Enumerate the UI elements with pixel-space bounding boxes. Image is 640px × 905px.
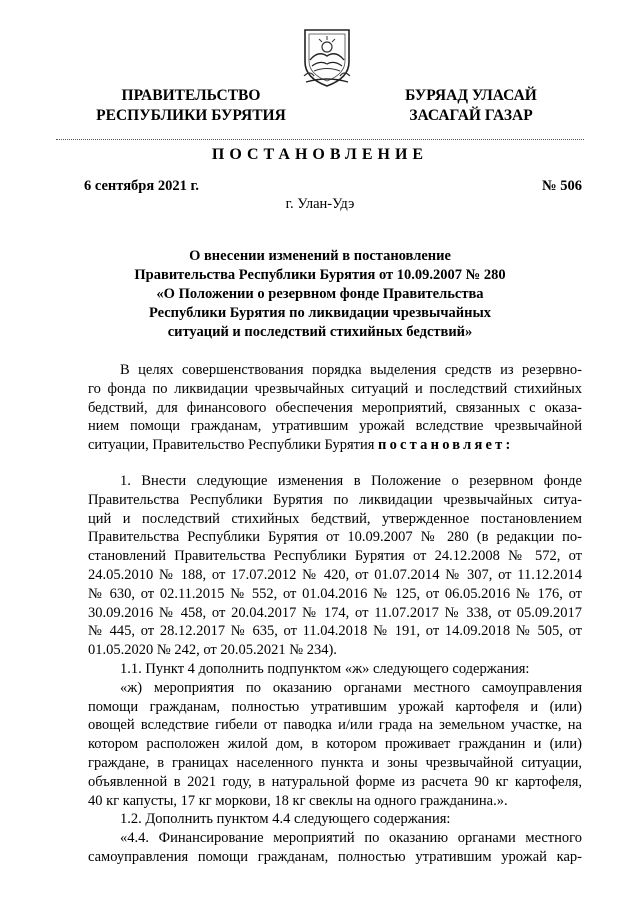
text-line: 40 кг капусты, 17 кг моркови, 18 кг свеклы на одного гражданина.». — [88, 792, 508, 809]
text-line: самоуправления помощи гражданам, полностью утратившим урожай кар- — [88, 848, 582, 865]
document-number: № 506 — [542, 178, 582, 194]
header-right-line-2: ЗАСАГАЙ ГАЗАР — [409, 107, 533, 124]
text-line: 30.09.2016 № 458, от 20.04.2017 № 174, от 11.07.2017 № 338, от 05.09.2017 — [88, 604, 582, 621]
header-right-line-1: БУРЯАД УЛАСАЙ — [405, 87, 537, 104]
document-date: 6 сентября 2021 г. — [84, 178, 200, 194]
title-line: Республики Бурятия по ликвидации чрезвычайных — [148, 305, 492, 321]
title-line: Правительства Республики Бурятия от 10.09.2007 № 280 — [134, 267, 506, 283]
text-line: становлений Правительства Республики Бурятия от 24.12.2008 № 572, от — [88, 548, 582, 565]
text-line: помощи гражданам, полностью утратившим урожай картофеля и (или) — [88, 698, 582, 715]
text-line: № 445, от 28.12.2017 № 635, от 11.04.2018 № 191, от 14.09.2018 № 505, от — [88, 623, 582, 640]
header-left-line-1: ПРАВИТЕЛЬСТВО — [121, 87, 261, 104]
text-line: ций и последствий стихийных бедствий, утвержденное постановлением — [88, 510, 582, 527]
coat-of-arms-emblem — [302, 26, 352, 88]
text-line: бедствий, для финансового обеспечения мероприятий, связанных с оказа- — [88, 399, 582, 416]
text-line — [88, 436, 582, 455]
header-left-line-2: РЕСПУБЛИКИ БУРЯТИЯ — [96, 107, 286, 124]
preamble-paragraph — [88, 361, 582, 455]
text-line: граждане, в границах населенного пункта и зоны чрезвычайной ситуации, — [88, 754, 582, 771]
document-type: ПОСТАНОВЛЕНИЕ — [211, 146, 429, 163]
text-line: объявленной в 2021 году, в натуральной форме из расчета 90 кг картофеля, — [88, 773, 582, 790]
item-1-2: 1.2. Дополнить пунктом 4.4 следующего содержания: — [120, 811, 451, 828]
item-1-1: 1.1. Пункт 4 дополнить подпунктом «ж» следующего содержания: — [120, 660, 530, 677]
text-line: В целях совершенствования порядка выделения средств из резервно- — [120, 362, 582, 378]
preamble-last-line: ситуации, Правительство Республики Бурятия — [88, 437, 379, 454]
document-title — [110, 247, 530, 342]
text-line: нием помощи гражданам, утратившим урожай вследствие чрезвычайной — [88, 418, 582, 435]
quote-zh-paragraph — [88, 679, 582, 811]
title-line: ситуаций и последствий стихийных бедствий» — [167, 324, 473, 340]
header-divider — [56, 139, 584, 140]
text-line: овощей вследствие гибели от паводка и/или града на земельном участке, на — [88, 717, 582, 734]
text-line: «4.4. Финансирование мероприятий по оказанию органами местного — [120, 830, 582, 847]
title-line: «О Положении о резервном фонде Правительства — [156, 286, 484, 302]
item-1-paragraph — [88, 472, 582, 660]
text-line: 1. Внести следующие изменения в Положение о резервном фонде — [120, 472, 582, 489]
text-line: 24.05.2010 № 188, от 17.07.2012 № 420, от 01.07.2014 № 307, от 11.12.2014 — [88, 566, 582, 583]
text-line: 01.05.2020 № 242, от 20.05.2021 № 234). — [88, 642, 337, 659]
text-line: Правительства Республики Бурятия от 10.09.2007 № 280 (в редакции по- — [88, 529, 582, 546]
header-left-russian — [88, 86, 294, 126]
text-line: котором расположен жилой дом, в котором проживает гражданин и (или) — [88, 736, 582, 753]
document-city: г. Улан-Удэ — [285, 196, 355, 212]
text-line: «ж) мероприятия по оказанию органами местного самоуправления — [120, 679, 582, 696]
text-line: Правительства Республики Бурятия по ликвидации чрезвычайных ситуа- — [88, 491, 582, 508]
text-line: № 630, от 02.11.2015 № 552, от 01.04.2016 № 125, от 06.05.2016 № 176, от — [88, 585, 582, 602]
document-body — [88, 361, 582, 867]
text-line: го фонда по ликвидации чрезвычайных ситуаций и последствий стихийных — [88, 380, 582, 397]
header-right-buryat — [383, 86, 559, 126]
quote-44-paragraph — [88, 829, 582, 867]
decree-word: постановляет: — [378, 437, 514, 454]
title-line: О внесении изменений в постановление — [189, 248, 451, 264]
